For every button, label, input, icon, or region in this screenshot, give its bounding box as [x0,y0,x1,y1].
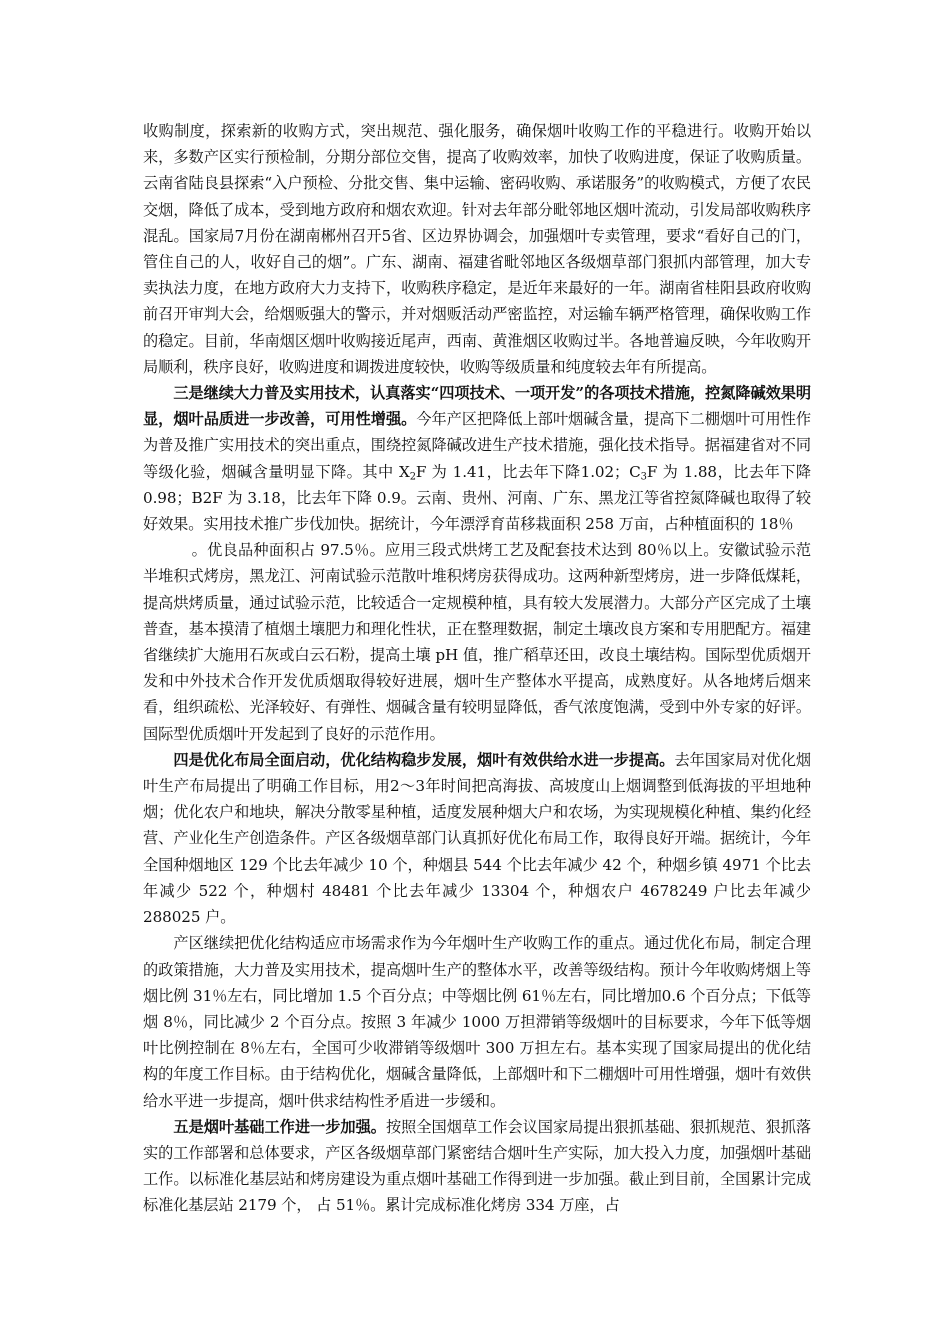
subscript-x: 2 [409,471,416,483]
heading-point-three: 三是继续大力普及实用技术，认真落实“四项技术、一项开发”的各项技术措施，控氮降碱效果明显，烟叶品质进一步改善，可用性增强。 [143,384,811,429]
paragraph-tech-promotion [143,380,811,537]
heading-point-four: 四是优化布局全面启动，优化结构稳步发展，烟叶有效供给水进一步提高。 [173,750,675,769]
paragraph-varieties-curing: 。优良品种面积占 97.5％。应用三段式烘烤工艺及配套技术达到 80％以上。安徽试验示范半堆积式烤房，黑龙江、河南试验示范散叶堆积烤房获得成功。这两种新型烤房，进一步降低煤耗，提高烘烤质量，通过试验示范，比较适合一定规模种植，具有较大发展潜力。大部分产区完成了土壤普查，基本摸清了植烟土壤肥力和理化性状，正在整理数据，制定土壤改良方案和专用肥配方。福建省继续扩大施用石灰或白云石粉，提高土壤 pH 值，推广稻草还田，改良土壤结构。国际型优质烟开发和中外技术合作开发优质烟取得较好进展，烟叶生产整体水平提高，成熟度好。从各地烤后烟来看，组织疏松、光泽较好、有弹性、烟碱含量有较明显降低，香气浓度饱满，受到中外专家的好评。国际型优质烟叶开发起到了良好的示范作用。 [143,541,811,743]
document-body [143,118,811,1219]
tech-text-b: F 为 1.41，比去年下降1.02；C [415,462,641,481]
paragraph-structure-optimization: 产区继续把优化结构适应市场需求作为今年烟叶生产收购工作的重点。通过优化布局，制定合理的政策措施，大力普及实用技术，提高烟叶生产的整体水平，改善等级结构。预计今年收购烤烟上等烟比例 31％左右，同比增加 1.5 个百分点；中等烟比例 61％左右，同比增加0.6 个百分点；下低等烟 8％，同比减少 2 个百分点。按照 3 年减少 1000 万担滞销等级烟叶的目标要求，今年下低等烟叶比例控制在 8％左右，全国可少收滞销等级烟叶 300 万担左右。基本实现了国家局提出的优化结构的年度工作目标。由于结构优化，烟碱含量降低，上部烟叶和下二棚烟叶可用性增强，烟叶有效供给水平进一步提高，烟叶供求结构性矛盾进一步缓和。 [143,934,811,1110]
layout-text: 去年国家局对优化烟叶生产布局提出了明确工作目标，用2～3年时间把高海拔、高坡度山上烟调整到低海拔的平坦地种烟；优化农户和地块，解决分散零星种植，适度发展种烟大户和农场，为实现规模化种植、集约化经营、产业化生产创造条件。产区各级烟草部门认真抓好优化布局工作，取得良好开端。据统计，今年全国种烟地区 129 个比去年减少 10 个，种烟县 544 个比去年减少 42 个，种烟乡镇 4971 个比去年减少 522 个，种烟村 48481 个比去年减少 13304 个，种烟农户 4678249 户比去年减少 288025 户。 [143,750,811,927]
paragraph-layout-optimization [143,747,811,930]
heading-point-five: 五是烟叶基础工作进一步加强。 [173,1117,386,1136]
tech-text-c: F 为 1.88，比去年下降 0.98；B2F 为 3.18，比去年下降 0.9。云南、贵州、河南、广东、黑龙江等省控氮降碱也取得了较好效果。实用技术推广步伐加快。据统计，今年漂浮育苗移栽面积 258 万亩，占种植面积的 18％ [143,462,812,534]
subscript-c: 3 [640,471,647,483]
paragraph-basic-work [143,1114,811,1219]
paragraph-purchase-system: 收购制度，探索新的收购方式，突出规范、强化服务，确保烟叶收购工作的平稳进行。收购开始以来，多数产区实行预检制，分期分部位交售，提高了收购效率，加快了收购进度，保证了收购质量。云南省陆良县探索“入户预检、分批交售、集中运输、密码收购、承诺服务”的收购模式，方便了农民交烟，降低了成本，受到地方政府和烟农欢迎。针对去年部分毗邻地区烟叶流动，引发局部收购秩序混乱。国家局7月份在湖南郴州召开5省、区边界协调会，加强烟叶专卖管理，要求“看好自己的门，管住自己的人，收好自己的烟”。广东、湖南、福建省毗邻地区各级烟草部门狠抓内部管理，加大专卖执法力度，在地方政府大力支持下，收购秩序稳定，是近年来最好的一年。湖南省桂阳县政府收购前召开审判大会，给烟贩强大的警示，并对烟贩活动严密监控，对运输车辆严格管理，确保收购工作的稳定。目前，华南烟区烟叶收购接近尾声，西南、黄淮烟区收购过半。各地普遍反映，今年收购开局顺利，秩序良好，收购进度和调拨进度较快，收购等级质量和纯度较去年有所提高。 [143,122,811,376]
tech-text-a: 今年产区把降低上部叶烟碱含量，提高下二棚烟叶可用性作为普及推广实用技术的突出重点，围绕控氮降碱改进生产技术措施，强化技术指导。据福建省对不同等级化验，烟碱含量明显下降。其中 X [143,410,811,481]
basic-work-text: 按照全国烟草工作会议国家局提出狠抓基础、狠抓规范、狠抓落实的工作部署和总体要求，产区各级烟草部门紧密结合烟叶生产实际，加大投入力度，加强烟叶基础工作。以标准化基层站和烤房建设为重点烟叶基础工作得到进一步加强。截止到目前，全国累计完成标准化基层站 2179 个， 占 51％。累计完成标准化烤房 334 万座，占 [143,1117,812,1215]
